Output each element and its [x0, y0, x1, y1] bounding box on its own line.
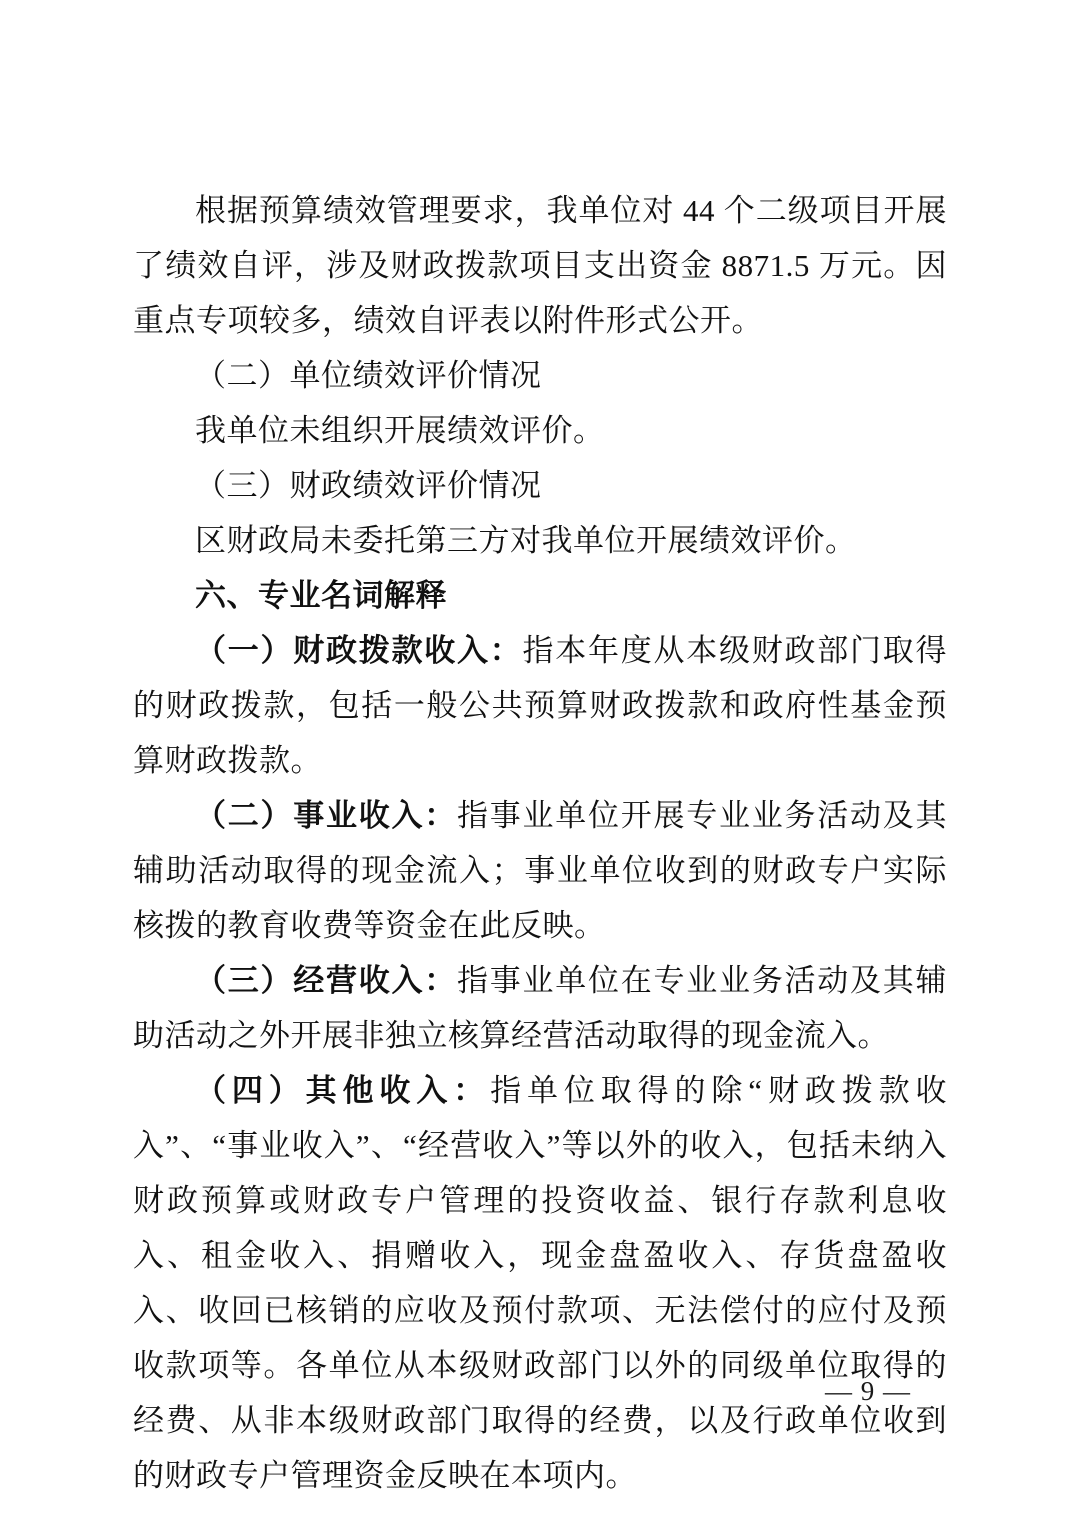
term-label-operating-income: （三）经营收入： [195, 963, 457, 998]
paragraph-term-fiscal-appropriation-income [133, 623, 947, 788]
heading-unit-evaluation: （二）单位绩效评价情况 [195, 358, 542, 393]
paragraph-term-operating-income [133, 953, 947, 1063]
paragraph-performance-self-evaluation: 根据预算绩效管理要求，我单位对 44 个二级项目开展了绩效自评，涉及财政拨款项目支出资金 8871.5 万元。因重点专项较多，绩效自评表以附件形式公开。 [133, 193, 947, 338]
heading-finance-evaluation: （三）财政绩效评价情况 [195, 468, 542, 503]
paragraph-term-business-income [133, 788, 947, 953]
term-label-other-income: （四）其他收入： [195, 1073, 491, 1108]
document-content [133, 183, 947, 1503]
paragraph-unit-evaluation: 我单位未组织开展绩效评价。 [195, 413, 605, 448]
term-definition-operating-income: 指事业单位在专业业务活动及其辅助活动之外开展非独立核算经营活动取得的现金流入。 [133, 963, 947, 1053]
paragraph-term-other-income [133, 1063, 947, 1503]
term-label-fiscal-appropriation-income: （一）财政拨款收入： [195, 633, 523, 668]
term-definition-other-income: 指单位取得的除“财政拨款收入”、“事业收入”、“经营收入”等以外的收入，包括未纳入财政预算或财政专户管理的投资收益、银行存款利息收入、租金收入、捐赠收入，现金盘盈收入、存货盘盈收入、收回已核销的应收及预付款项、无法偿付的应付及预收款项等。各单位从本级财政部门以外的同级单位取得的经费、从非本级财政部门取得的经费，以及行政单位收到的财政专户管理资金反映在本项内。 [133, 1073, 947, 1493]
heading-glossary-section: 六、专业名词解释 [195, 578, 447, 613]
term-label-business-income: （二）事业收入： [195, 798, 457, 833]
term-definition-fiscal-appropriation-income: 指本年度从本级财政部门取得的财政拨款，包括一般公共预算财政拨款和政府性基金预算财政拨款。 [133, 633, 947, 778]
term-definition-business-income: 指事业单位开展专业业务活动及其辅助活动取得的现金流入；事业单位收到的财政专户实际核拨的教育收费等资金在此反映。 [133, 798, 947, 943]
paragraph-finance-evaluation: 区财政局未委托第三方对我单位开展绩效评价。 [195, 523, 857, 558]
page-number: — 9 — [825, 1376, 911, 1406]
